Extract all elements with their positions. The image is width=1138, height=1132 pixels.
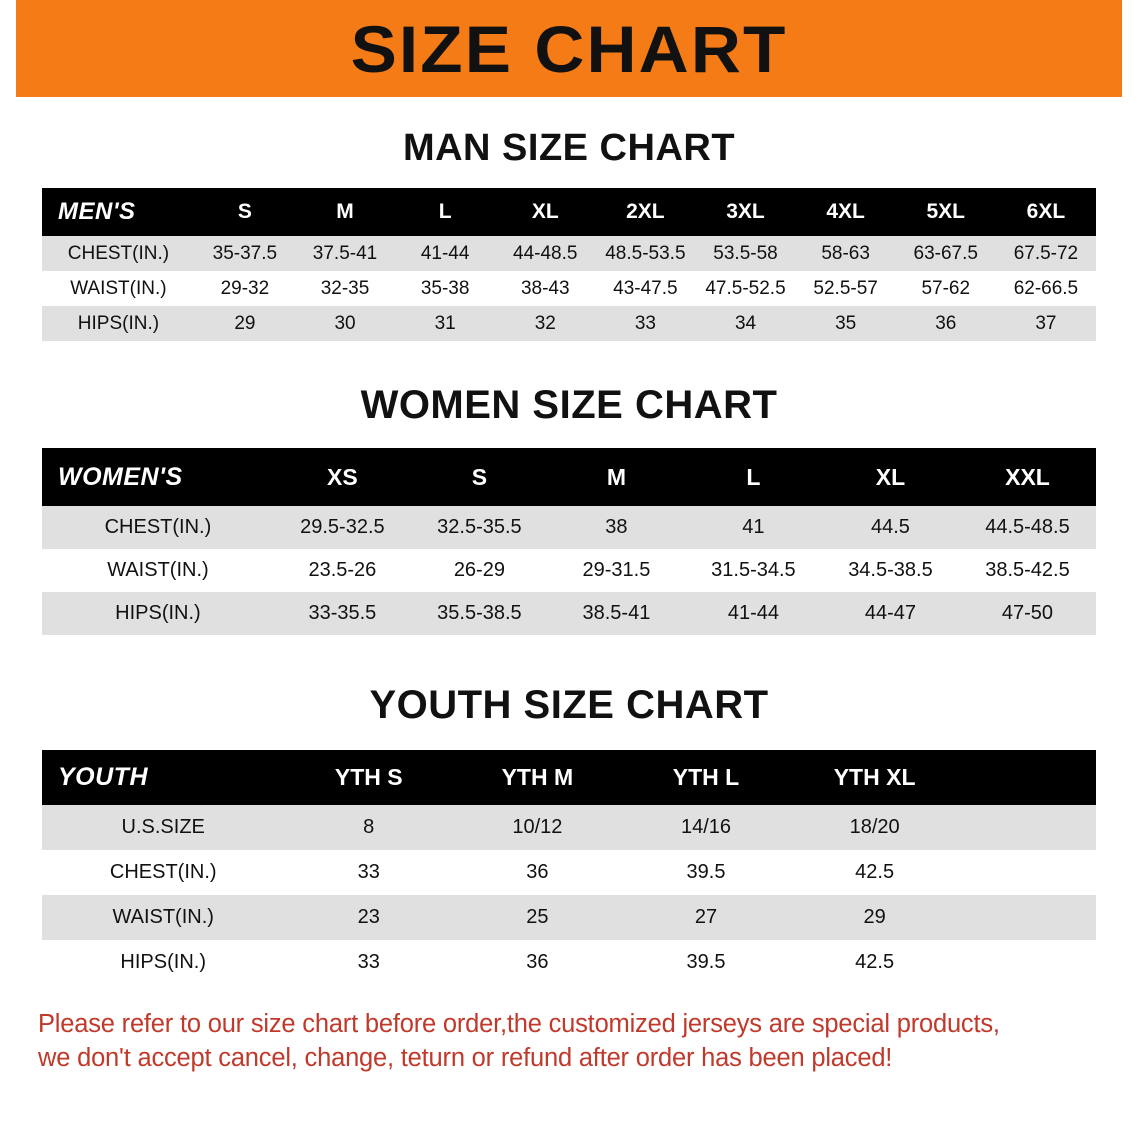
youth-row-3-label: HIPS(IN.): [120, 951, 206, 973]
women-r0-c1: 32.5-35.5: [437, 516, 522, 538]
youth-r3-pad: [959, 940, 1096, 985]
youth-r1-c0: 33: [357, 861, 380, 883]
youth-corner-label: YOUTH: [58, 763, 148, 791]
youth-r0-c0: 8: [363, 816, 375, 838]
man-r2-c6: 35: [835, 312, 857, 334]
man-r1-c4: 43-47.5: [613, 277, 678, 299]
youth-header-row: [42, 750, 1096, 805]
man-r0-c4: 48.5-53.5: [605, 242, 686, 264]
man-r2-c1: 30: [334, 312, 356, 334]
man-r1-c2: 35-38: [420, 277, 470, 299]
youth-r3-c0: 33: [357, 951, 380, 973]
women-r2-c4: 44-47: [864, 602, 917, 624]
youth-col-0: YTH S: [334, 764, 403, 790]
man-r2-c8: 37: [1035, 312, 1057, 334]
women-r1-c3: 31.5-34.5: [711, 559, 796, 581]
youth-r3-c1: 36: [526, 951, 549, 973]
man-r0-c2: 41-44: [420, 242, 470, 264]
women-r2-c2: 38.5-41: [582, 602, 651, 624]
women-row-1-label: WAIST(IN.): [107, 559, 209, 581]
youth-r0-c2: 14/16: [680, 816, 732, 838]
women-r0-c4: 44.5: [870, 516, 910, 538]
youth-col-2: YTH L: [672, 764, 740, 790]
women-corner-label: WOMEN'S: [58, 462, 183, 491]
man-col-6: 4XL: [826, 200, 865, 223]
youth-r0-c1: 10/12: [512, 816, 563, 838]
table-row: [42, 940, 1096, 985]
youth-row-0-label: U.S.SIZE: [121, 816, 205, 838]
youth-r2-c1: 25: [526, 906, 549, 928]
women-header-row: [42, 448, 1096, 506]
youth-r2-c2: 27: [694, 906, 718, 928]
women-r0-c3: 41: [742, 516, 765, 538]
man-col-4: 2XL: [626, 200, 665, 223]
man-row-0-label: CHEST(IN.): [67, 242, 170, 264]
women-row-2-label: HIPS(IN.): [115, 602, 201, 624]
table-row: [42, 236, 1096, 271]
man-col-5: 3XL: [726, 200, 765, 223]
youth-r3-c3: 42.5: [855, 951, 895, 973]
youth-r2-pad: [959, 895, 1096, 940]
man-r0-c7: 63-67.5: [913, 242, 978, 264]
man-r0-c5: 53.5-58: [713, 242, 778, 264]
youth-r2-c0: 23: [357, 906, 380, 928]
women-r2-c3: 41-44: [727, 602, 779, 624]
youth-col-1: YTH M: [501, 764, 574, 790]
youth-r0-pad: [959, 805, 1096, 850]
women-r1-c2: 29-31.5: [582, 559, 651, 581]
man-r0-c6: 58-63: [821, 242, 870, 264]
youth-col-3: YTH XL: [833, 764, 916, 790]
youth-section-title: YOUTH SIZE CHART: [369, 683, 769, 727]
women-col-1: S: [471, 463, 488, 490]
banner: [0, 0, 1138, 97]
youth-r1-pad: [959, 850, 1096, 895]
women-col-4: XL: [875, 463, 906, 490]
women-r2-c5: 47-50: [1001, 602, 1054, 624]
man-r1-c6: 52.5-57: [813, 277, 878, 299]
man-r2-c0: 29: [234, 312, 256, 334]
women-r0-c5: 44.5-48.5: [985, 516, 1070, 538]
table-row: [42, 592, 1096, 635]
youth-r1-c2: 39.5: [686, 861, 726, 883]
man-r0-c0: 35-37.5: [212, 242, 278, 264]
table-row: [42, 271, 1096, 306]
women-r0-c0: 29.5-32.5: [300, 516, 385, 538]
man-r1-c3: 38-43: [520, 277, 570, 299]
man-r1-c5: 47.5-52.5: [705, 277, 786, 299]
policy-note: [38, 1007, 1100, 1076]
women-col-3: L: [746, 463, 761, 490]
table-row: [42, 549, 1096, 592]
man-col-1: M: [336, 200, 354, 223]
banner-title: SIZE CHART: [350, 11, 788, 86]
youth-row-2-label: WAIST(IN.): [112, 906, 214, 928]
women-r1-c1: 26-29: [453, 559, 505, 581]
table-row: [42, 850, 1096, 895]
table-row: [42, 306, 1096, 341]
women-col-5: XXL: [1005, 463, 1050, 490]
man-r2-c3: 32: [534, 312, 556, 334]
youth-col-pad: [959, 750, 1096, 805]
women-col-2: M: [606, 463, 626, 490]
man-col-0: S: [237, 200, 252, 223]
man-r0-c8: 67.5-72: [1013, 242, 1079, 264]
man-r2-c5: 34: [734, 312, 757, 334]
youth-size-table: [42, 750, 1096, 985]
man-r1-c7: 57-62: [921, 277, 971, 299]
man-row-2-label: HIPS(IN.): [77, 312, 160, 334]
youth-r3-c2: 39.5: [686, 951, 726, 973]
youth-r2-c3: 29: [863, 906, 886, 928]
man-col-8: 6XL: [1026, 200, 1066, 223]
man-corner-label: MEN'S: [58, 198, 136, 225]
man-section-title: MAN SIZE CHART: [402, 127, 736, 169]
women-r2-c1: 35.5-38.5: [437, 602, 522, 624]
man-r1-c8: 62-66.5: [1013, 277, 1079, 299]
table-row: [42, 506, 1096, 549]
women-r1-c5: 38.5-42.5: [985, 559, 1070, 581]
man-table-wrap: [0, 188, 1138, 341]
man-col-7: 5XL: [926, 200, 966, 223]
policy-note-line-1: Please refer to our size chart before order,the customized jerseys are special products,: [38, 1010, 1000, 1038]
table-row: [42, 805, 1096, 850]
youth-r1-c3: 42.5: [855, 861, 895, 883]
man-r2-c7: 36: [935, 312, 957, 334]
man-col-3: XL: [531, 200, 559, 223]
man-size-table: [42, 188, 1096, 341]
man-r0-c3: 44-48.5: [513, 242, 578, 264]
man-col-2: L: [438, 200, 452, 223]
women-r1-c0: 23.5-26: [308, 559, 377, 581]
youth-table-wrap: [0, 750, 1138, 985]
women-col-0: XS: [327, 463, 358, 490]
women-section-title: WOMEN SIZE CHART: [360, 383, 778, 427]
man-r1-c0: 29-32: [220, 277, 270, 299]
women-r2-c0: 33-35.5: [308, 602, 377, 624]
women-row-0-label: CHEST(IN.): [104, 516, 212, 538]
man-r0-c1: 37.5-41: [312, 242, 378, 264]
man-header-row: [42, 188, 1096, 236]
women-table-wrap: [0, 448, 1138, 635]
man-r1-c1: 32-35: [320, 277, 370, 299]
table-row: [42, 895, 1096, 940]
women-size-table: [42, 448, 1096, 635]
youth-r1-c1: 36: [526, 861, 549, 883]
youth-r0-c3: 18/20: [849, 816, 900, 838]
man-r2-c4: 33: [634, 312, 656, 334]
women-r1-c4: 34.5-38.5: [848, 559, 933, 581]
man-row-1-label: WAIST(IN.): [70, 277, 167, 299]
policy-note-line-2: we don't accept cancel, change, teturn or refund after order has been placed!: [38, 1044, 893, 1073]
man-r2-c2: 31: [434, 312, 456, 334]
women-r0-c2: 38: [605, 516, 628, 538]
youth-row-1-label: CHEST(IN.): [109, 861, 217, 883]
